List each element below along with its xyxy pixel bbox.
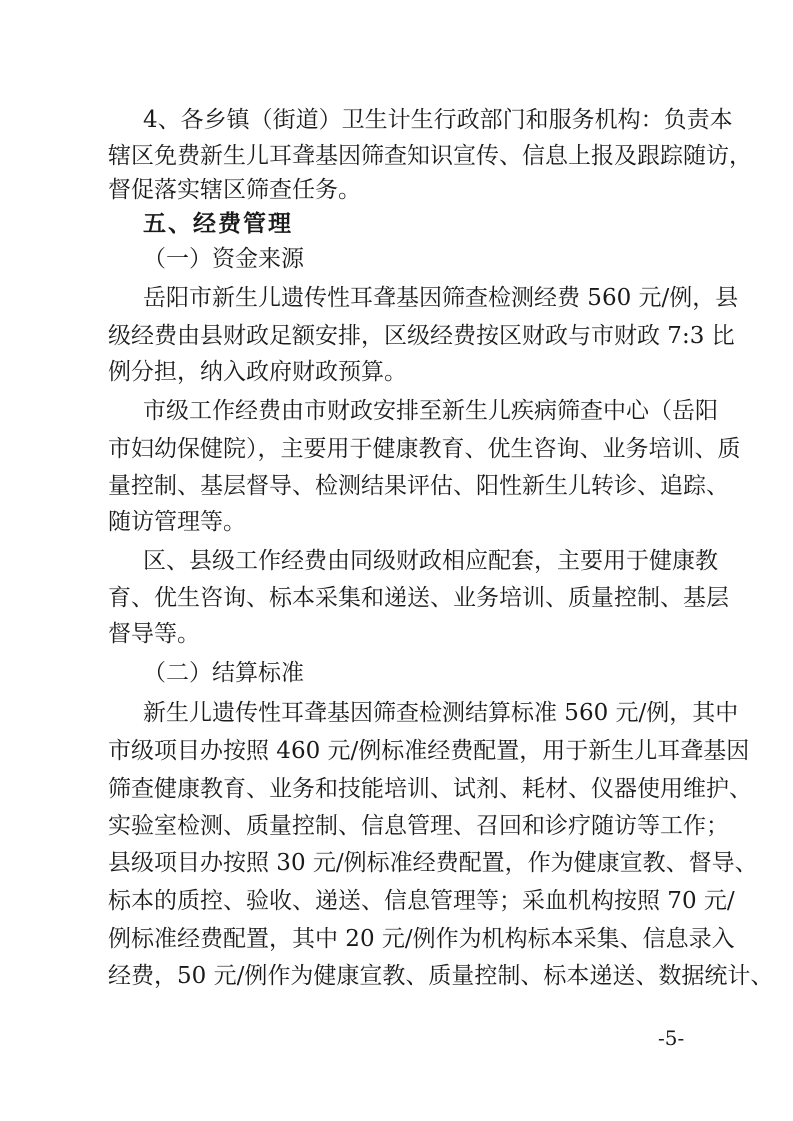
body-line: 督导等。	[108, 621, 200, 647]
body-line: 级经费由县财政足额安排，区级经费按区财政与市财政 7:3 比	[108, 323, 735, 349]
body-line: 例标准经费配置，其中 20 元/例作为机构标本采集、信息录入	[108, 926, 735, 952]
body-line: 区、县级工作经费由同级财政相应配套，主要用于健康教	[143, 548, 718, 574]
body-line: 辖区免费新生儿耳聋基因筛查知识宣传、信息上报及跟踪随访，	[108, 143, 752, 169]
body-line: 量控制、基层督导、检测结果评估、阳性新生儿转诊、追踪、	[108, 473, 729, 499]
section-heading: 五、经费管理	[143, 211, 293, 237]
body-line: 岳阳市新生儿遗传性耳聋基因筛查检测经费 560 元/例，县	[143, 285, 739, 311]
body-line: 督促落实辖区筛查任务。	[108, 177, 361, 203]
body-line: 育、优生咨询、标本采集和递送、业务培训、质量控制、基层	[108, 585, 729, 611]
body-line: 4、各乡镇（街道）卫生计生行政部门和服务机构：负责本	[143, 107, 733, 133]
body-line: 筛查健康教育、业务和技能培训、试剂、耗材、仪器使用维护、	[108, 776, 752, 802]
body-line: 新生儿遗传性耳聋基因筛查检测结算标准 560 元/例，其中	[143, 700, 739, 726]
body-line: 例分担，纳入政府财政预算。	[108, 359, 407, 385]
body-line: 标本的质控、验收、递送、信息管理等；采血机构按照 70 元/	[108, 888, 735, 914]
body-line: 市妇幼保健院），主要用于健康教育、优生咨询、业务培训、质	[108, 436, 741, 462]
body-line: 随访管理等。	[108, 509, 246, 535]
body-line: 实验室检测、质量控制、信息管理、召回和诊疗随访等工作；	[108, 813, 729, 839]
body-line: 市级项目办按照 460 元/例标准经费配置，用于新生儿耳聋基因	[108, 738, 750, 764]
body-line: 县级项目办按照 30 元/例标准经费配置，作为健康宣教、督导、	[108, 850, 758, 876]
body-line: 市级工作经费由市财政安排至新生儿疾病筛查中心（岳阳	[143, 398, 718, 424]
page-number: -5-	[658, 1026, 685, 1050]
body-line: 经费，50 元/例作为健康宣教、质量控制、标本递送、数据统计、	[108, 963, 774, 989]
subsection-heading: （二）结算标准	[143, 660, 304, 686]
subsection-heading: （一）资金来源	[143, 246, 304, 272]
